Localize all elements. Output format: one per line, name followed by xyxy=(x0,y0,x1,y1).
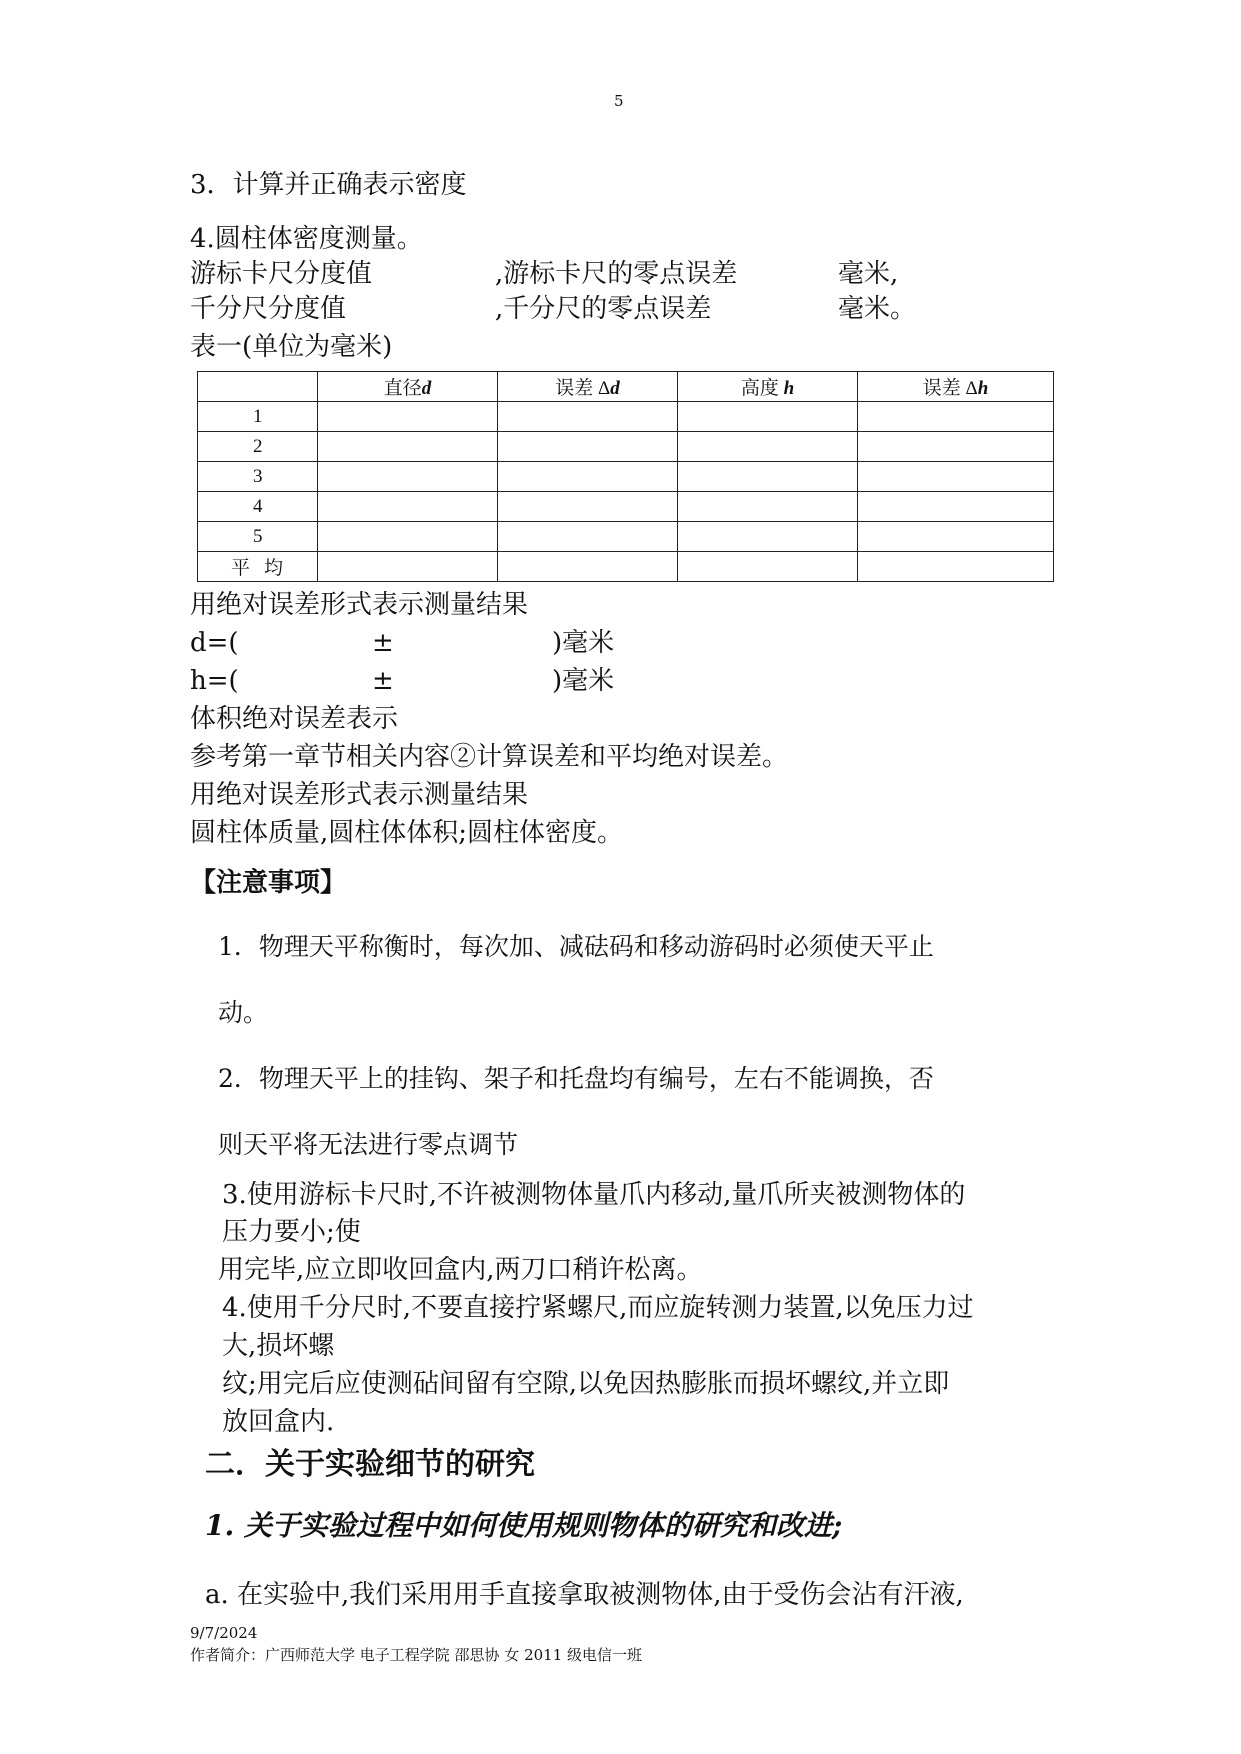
footer-date: 9/7/2024 xyxy=(190,1624,258,1642)
row-label: 3 xyxy=(198,462,318,492)
micrometer-zero-error-label: ,千分尺的零点误差 xyxy=(495,294,712,324)
reference-line: 参考第一章节相关内容②计算误差和平均绝对误差。 xyxy=(190,742,789,772)
row-label: 1 xyxy=(198,402,318,432)
note-3-line-1: 3.使用游标卡尺时,不许被测物体量爪内移动,量爪所夹被测物体的 xyxy=(222,1180,966,1210)
note-1-line-1: 1．物理天平称衡时，每次加、减砝码和移动游码时必须使天平止 xyxy=(218,932,934,961)
mass-volume-density-line: 圆柱体质量,圆柱体体积;圆柱体密度。 xyxy=(190,818,624,848)
note-3-line-3: 用完毕,应立即收回盒内,两刀口稍许松离。 xyxy=(218,1255,703,1285)
result-heading-1: 用绝对误差形式表示测量结果 xyxy=(190,590,529,620)
cell xyxy=(858,522,1054,552)
note-2-line-2: 则天平将无法进行零点调节 xyxy=(218,1130,519,1159)
measurement-table xyxy=(197,371,1054,582)
cell xyxy=(858,552,1054,582)
cell xyxy=(678,522,858,552)
note-4-line-1: 4.使用千分尺时,不要直接拧紧螺尺,而应旋转测力装置,以免压力过 xyxy=(222,1293,974,1323)
cell xyxy=(318,432,498,462)
note-3-line-2: 压力要小;使 xyxy=(222,1217,361,1247)
table-average-row xyxy=(198,552,1054,582)
vernier-zero-error-label: ,游标卡尺的零点误差 xyxy=(495,259,738,289)
cell xyxy=(498,462,678,492)
cell xyxy=(498,402,678,432)
micrometer-resolution-label: 千分尺分度值 xyxy=(190,294,347,324)
header-diameter-error: 误差 Δd xyxy=(498,372,678,402)
note-4-line-2: 大,损坏螺 xyxy=(222,1331,335,1361)
h-result-pm: ± xyxy=(372,666,394,696)
cell xyxy=(498,522,678,552)
cell xyxy=(678,552,858,582)
cell xyxy=(318,462,498,492)
average-label: 平均 xyxy=(198,552,318,582)
vernier-resolution-label: 游标卡尺分度值 xyxy=(190,259,373,289)
header-cell-empty xyxy=(198,372,318,402)
header-height: 高度 h xyxy=(678,372,858,402)
cell xyxy=(858,402,1054,432)
step-3-line: 3．计算并正确表示密度 xyxy=(190,170,467,200)
subsection-1-title: 1. 关于实验过程中如何使用规则物体的研究和改进; xyxy=(205,1509,843,1542)
cell xyxy=(678,402,858,432)
note-4-line-4: 放回盒内. xyxy=(222,1407,335,1437)
table-row xyxy=(198,522,1054,552)
vernier-unit: 毫米, xyxy=(838,259,899,289)
step-4-line: 4.圆柱体密度测量。 xyxy=(190,224,423,254)
cell xyxy=(858,492,1054,522)
d-result-open: d=( xyxy=(190,628,239,658)
cell xyxy=(858,432,1054,462)
table-row xyxy=(198,462,1054,492)
header-diameter: 直径d xyxy=(318,372,498,402)
table-header-row xyxy=(198,372,1054,402)
cell xyxy=(318,522,498,552)
row-label: 5 xyxy=(198,522,318,552)
notes-heading: 【注意事项】 xyxy=(190,868,347,898)
cell xyxy=(498,432,678,462)
cell xyxy=(498,492,678,522)
note-4-line-3: 纹;用完后应使测砧间留有空隙,以免因热膨胀而损坏螺纹,并立即 xyxy=(222,1369,950,1399)
cell xyxy=(678,492,858,522)
table-caption: 表一(单位为毫米) xyxy=(190,332,393,362)
cell xyxy=(858,462,1054,492)
table-row xyxy=(198,492,1054,522)
cell xyxy=(678,462,858,492)
cell xyxy=(318,492,498,522)
note-2-line-1: 2．物理天平上的挂钩、架子和托盘均有编号，左右不能调换，否 xyxy=(218,1064,934,1093)
d-result-pm: ± xyxy=(372,628,394,658)
volume-error-line: 体积绝对误差表示 xyxy=(190,704,399,734)
cell xyxy=(678,432,858,462)
footer-author: 作者简介：广西师范大学 电子工程学院 邵思协 女 2011 级电信一班 xyxy=(190,1646,643,1664)
table-row xyxy=(198,432,1054,462)
result-heading-2: 用绝对误差形式表示测量结果 xyxy=(190,780,529,810)
cell xyxy=(318,552,498,582)
d-result-close: )毫米 xyxy=(552,628,615,658)
row-label: 4 xyxy=(198,492,318,522)
table-row xyxy=(198,402,1054,432)
cell xyxy=(498,552,678,582)
micrometer-unit: 毫米。 xyxy=(838,294,917,324)
paragraph-a: a. 在实验中,我们采用用手直接拿取被测物体,由于受伤会沾有汗液, xyxy=(205,1580,964,1610)
page-number: 5 xyxy=(614,92,624,110)
row-label: 2 xyxy=(198,432,318,462)
h-result-open: h=( xyxy=(190,666,239,696)
header-height-error: 误差 Δh xyxy=(858,372,1054,402)
cell xyxy=(318,402,498,432)
note-1-line-2: 动。 xyxy=(218,998,269,1027)
section-2-title: 二．关于实验细节的研究 xyxy=(205,1447,535,1482)
h-result-close: )毫米 xyxy=(552,666,615,696)
